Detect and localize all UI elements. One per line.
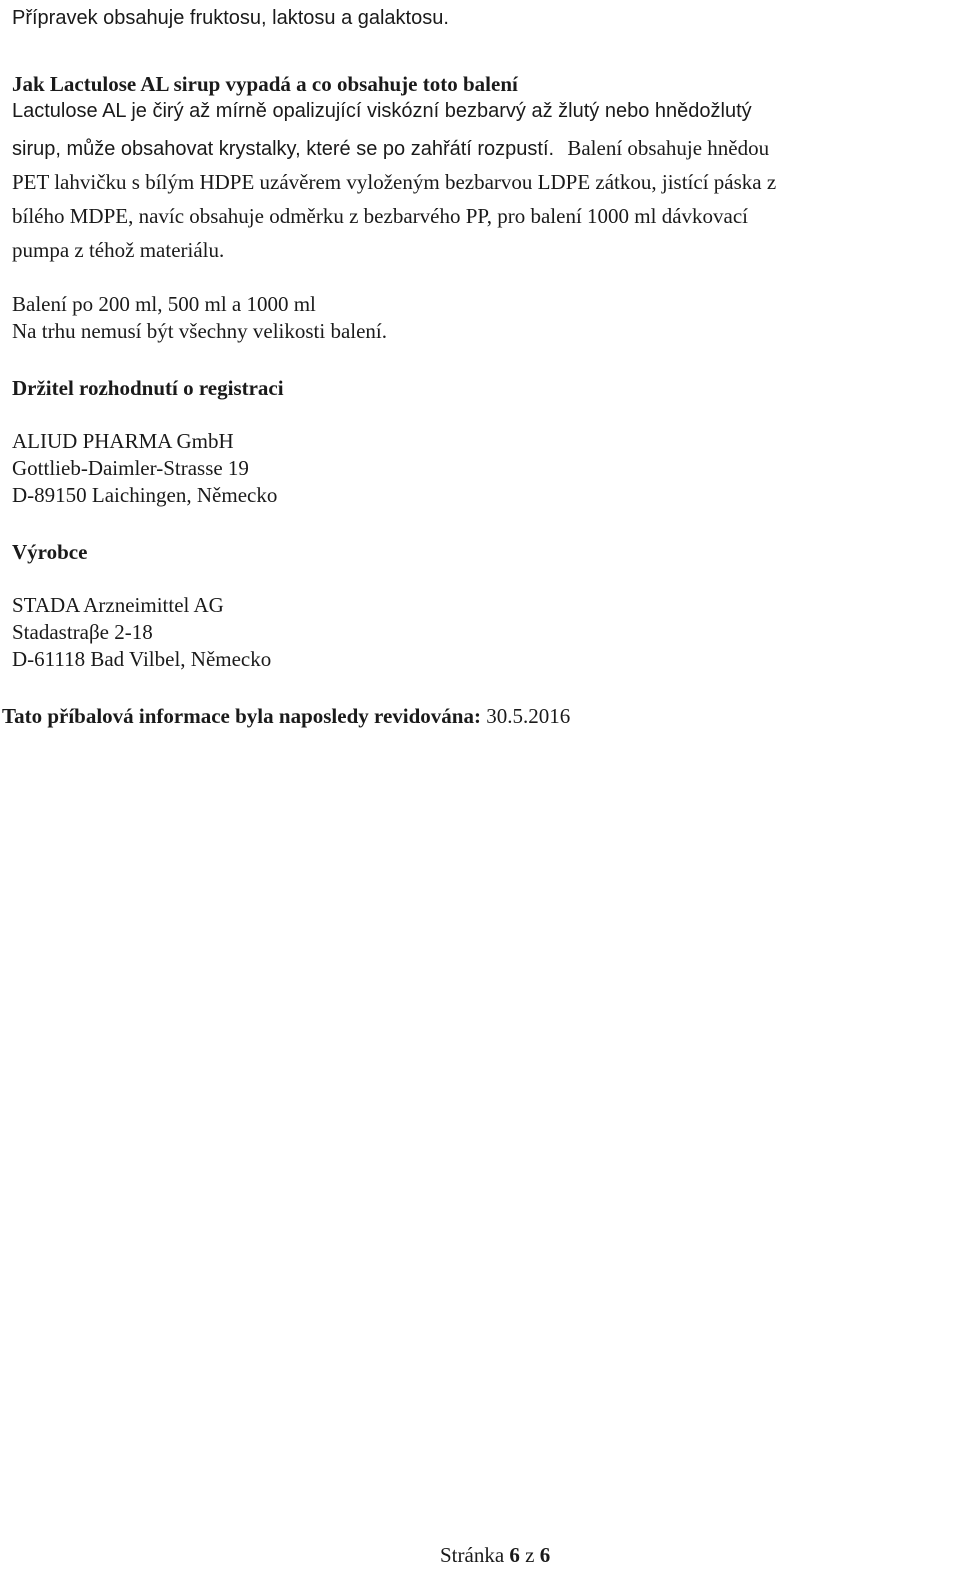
revision-label: Tato příbalová informace byla naposledy revidována: [2,704,481,728]
intro-line: Přípravek obsahuje fruktosu, laktosu a galaktosu. [12,7,449,29]
holder-city: D-89150 Laichingen, Německo [12,483,278,507]
package-description-line-2 [12,138,769,159]
revision-date: 30.5.2016 [486,704,571,728]
footer-total-pages: 6 [539,1543,551,1567]
package-availability-line: Na trhu nemusí být všechny velikosti balení. [12,319,388,343]
holder-street: Gottlieb-Daimler-Strasse 19 [12,456,249,480]
manufacturer-name: STADA Arzneimittel AG [12,593,224,617]
package-description-line-2-sans: sirup, může obsahovat krystalky, které se po zahřátí rozpustí. [12,138,555,160]
footer-prefix: Stránka [440,1543,505,1567]
package-sizes-line: Balení po 200 ml, 500 ml a 1000 ml [12,292,316,316]
footer-current-page: 6 [509,1543,520,1567]
holder-name: ALIUD PHARMA GmbH [12,429,234,453]
holder-heading: Držitel rozhodnutí o registraci [12,376,284,400]
package-description-line-3: PET lahvičku s bílým HDPE uzávěrem vyloženým bezbarvou LDPE zátkou, jistící páska z [12,170,777,194]
package-description-line-1: Lactulose AL je čirý až mírně opalizující viskózní bezbarvý až žlutý nebo hnědožlutý [12,100,752,122]
package-description-line-4: bílého MDPE, navíc obsahuje odměrku z bezbarvého PP, pro balení 1000 ml dávkovací [12,204,749,228]
manufacturer-street: Stadastraβe 2-18 [12,620,153,644]
page-footer [440,1545,550,1566]
manufacturer-city: D-61118 Bad Vilbel, Německo [12,647,272,671]
package-description-line-5: pumpa z téhož materiálu. [12,238,225,262]
footer-separator: z [525,1543,535,1567]
package-description-line-2-serif: Balení obsahuje hnědou [567,136,770,160]
manufacturer-heading: Výrobce [12,540,88,564]
package-section-heading: Jak Lactulose AL sirup vypadá a co obsahuje toto balení [12,72,518,96]
revision-line [2,706,570,727]
